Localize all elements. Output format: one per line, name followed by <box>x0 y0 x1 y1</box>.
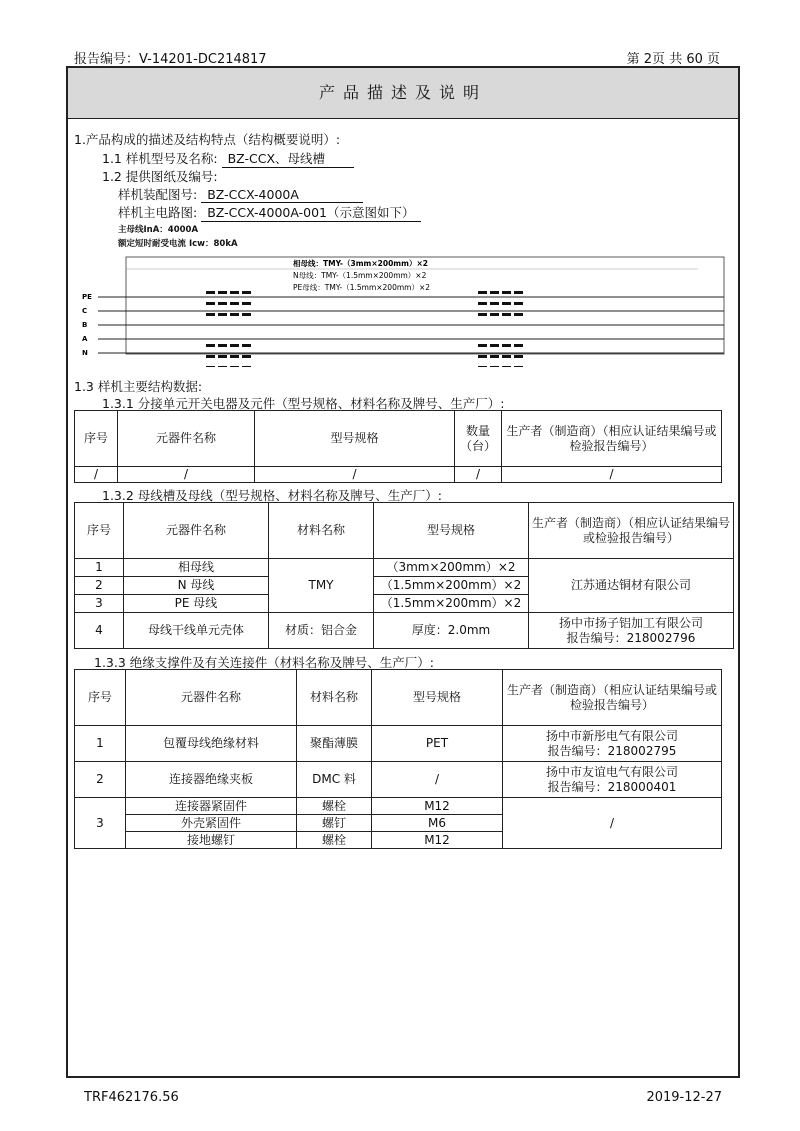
joint-block-1 <box>502 355 511 358</box>
t3-maker-name: 扬中市友谊电气有限公司 <box>545 764 678 779</box>
t3-header-spec: 型号规格 <box>372 670 503 726</box>
joint-block-0 <box>242 355 251 358</box>
t3-header-maker: 生产者（制造商）（相应认证结果编号或检验报告编号） <box>503 670 722 726</box>
joint-block-0 <box>230 302 239 305</box>
joint-block-0 <box>218 313 227 316</box>
t3-name: 包覆母线绝缘材料 <box>126 726 297 762</box>
model-label: 1.1 样机型号及名称: <box>102 151 218 166</box>
switchgear-table <box>74 410 722 483</box>
joint-block-1 <box>490 344 499 347</box>
joint-block-0 <box>218 366 227 367</box>
t1-cell: / <box>455 467 502 483</box>
t3-header-material: 材料名称 <box>297 670 372 726</box>
t3-material: DMC 料 <box>297 762 372 798</box>
section1-heading: 1.产品构成的描述及结构特点（结构概要说明）: <box>74 132 341 147</box>
t3-maker-name: 扬中市新彤电气有限公司 <box>545 728 678 743</box>
joint-block-1 <box>514 366 523 367</box>
busbar-table <box>74 502 734 649</box>
t1-header-name: 元器件名称 <box>118 411 255 467</box>
t2-material: 材质：铝合金 <box>269 613 374 649</box>
t1-header-qty: 数量（台） <box>455 411 502 467</box>
bus-name-n: N <box>82 349 88 357</box>
t1-header-spec: 型号规格 <box>255 411 455 467</box>
table2-heading: 1.3.2 母线槽及母线（型号规格、材料名称及牌号、生产厂）: <box>102 488 442 503</box>
t3-header-no: 序号 <box>75 670 126 726</box>
t2-header-no: 序号 <box>75 503 124 559</box>
busbar-diagram <box>78 255 728 367</box>
t3-no: 3 <box>75 798 126 849</box>
joint-block-1 <box>490 302 499 305</box>
t3-spec: M12 <box>372 832 503 849</box>
joint-block-1 <box>478 291 487 294</box>
t2-name: N 母线 <box>124 577 269 595</box>
assembly-line <box>118 185 363 203</box>
t3-spec: PET <box>372 726 503 762</box>
table1-heading: 1.3.1 分接单元开关电器及元件（型号规格、材料名称及牌号、生产厂）: <box>102 396 505 411</box>
joint-block-1 <box>478 344 487 347</box>
joint-block-1 <box>490 355 499 358</box>
t3-material: 聚酯薄膜 <box>297 726 372 762</box>
note-withstand-current: 额定短时耐受电流 Icw：80kA <box>118 239 238 249</box>
footer-form-number: TRF462176.56 <box>84 1090 179 1105</box>
drawings-label: 1.2 提供图纸及编号: <box>102 169 218 184</box>
joint-blocks <box>206 291 523 367</box>
label-phase-bus: 相母线：TMY-（3mm×200mm）×2 <box>293 259 428 268</box>
bus-name-b: B <box>82 321 88 329</box>
t3-maker <box>503 762 722 798</box>
joint-block-1 <box>514 344 523 347</box>
t3-material: 螺栓 <box>297 832 372 849</box>
bus-names <box>82 293 92 357</box>
joint-block-0 <box>218 355 227 358</box>
t2-spec: 厚度：2.0mm <box>374 613 529 649</box>
insulation-table <box>74 669 722 849</box>
joint-block-1 <box>502 366 511 367</box>
joint-block-0 <box>218 344 227 347</box>
t2-maker <box>529 613 734 649</box>
t3-maker: / <box>503 798 722 849</box>
t3-name: 外壳紧固件 <box>126 815 297 832</box>
t3-maker <box>503 726 722 762</box>
section13-heading: 1.3 样机主要结构数据: <box>74 379 203 394</box>
joint-block-1 <box>514 302 523 305</box>
t3-name: 接地螺钉 <box>126 832 297 849</box>
joint-block-1 <box>502 313 511 316</box>
joint-block-1 <box>502 344 511 347</box>
assembly-value: BZ-CCX-4000A <box>201 187 363 203</box>
t2-no: 2 <box>75 577 124 595</box>
bus-name-c: C <box>82 307 88 315</box>
t2-name: 相母线 <box>124 559 269 577</box>
joint-block-1 <box>490 291 499 294</box>
joint-block-0 <box>230 291 239 294</box>
t2-maker-report: 报告编号：218002796 <box>566 630 696 645</box>
t2-no: 4 <box>75 613 124 649</box>
t2-maker: 江苏通达铜材有限公司 <box>529 559 734 613</box>
t3-spec: M6 <box>372 815 503 832</box>
t3-no: 1 <box>75 726 126 762</box>
label-pe-bus: PE母线：TMY-（1.5mm×200mm）×2 <box>293 283 431 292</box>
t3-name: 连接器绝缘夹板 <box>126 762 297 798</box>
t2-spec: （3mm×200mm）×2 <box>374 559 529 577</box>
footer-date: 2019-12-27 <box>646 1090 722 1105</box>
t1-header-no: 序号 <box>75 411 118 467</box>
joint-block-0 <box>242 344 251 347</box>
joint-block-0 <box>230 344 239 347</box>
joint-block-0 <box>206 366 215 367</box>
joint-block-0 <box>218 302 227 305</box>
joint-block-1 <box>514 291 523 294</box>
report-number: 报告编号：V-14201-DC214817 <box>74 52 267 67</box>
t2-spec: （1.5mm×200mm）×2 <box>374 577 529 595</box>
t2-header-material: 材料名称 <box>269 503 374 559</box>
t2-spec: （1.5mm×200mm）×2 <box>374 595 529 613</box>
joint-block-0 <box>206 291 215 294</box>
t2-name: 母线干线单元壳体 <box>124 613 269 649</box>
model-value: BZ-CCX、母线槽 <box>222 149 354 168</box>
joint-block-0 <box>206 355 215 358</box>
t3-name: 连接器紧固件 <box>126 798 297 815</box>
t1-cell: / <box>255 467 455 483</box>
joint-block-1 <box>502 291 511 294</box>
t3-material: 螺钉 <box>297 815 372 832</box>
bus-name-a: A <box>82 335 88 343</box>
joint-block-1 <box>490 313 499 316</box>
circuit-line <box>118 203 421 222</box>
t1-cell: / <box>502 467 722 483</box>
joint-block-1 <box>478 302 487 305</box>
page-title: 产品描述及说明 <box>68 68 738 119</box>
joint-block-0 <box>242 302 251 305</box>
joint-block-1 <box>514 355 523 358</box>
circuit-value: BZ-CCX-4000A-001（示意图如下） <box>201 203 420 222</box>
joint-block-1 <box>478 313 487 316</box>
joint-block-0 <box>218 291 227 294</box>
t1-cell: / <box>75 467 118 483</box>
t3-maker-report: 报告编号：218000401 <box>547 779 677 794</box>
t2-no: 1 <box>75 559 124 577</box>
t1-cell: / <box>118 467 255 483</box>
model-line <box>102 149 354 168</box>
joint-block-0 <box>230 313 239 316</box>
joint-block-0 <box>206 302 215 305</box>
joint-block-0 <box>230 355 239 358</box>
joint-block-0 <box>206 313 215 316</box>
joint-block-0 <box>242 291 251 294</box>
t3-material: 螺栓 <box>297 798 372 815</box>
joint-block-0 <box>206 344 215 347</box>
circuit-label: 样机主电路图: <box>118 205 198 220</box>
t2-no: 3 <box>75 595 124 613</box>
label-n-bus: N母线：TMY-（1.5mm×200mm）×2 <box>293 271 427 280</box>
joint-block-1 <box>502 302 511 305</box>
t2-material: TMY <box>269 559 374 613</box>
assembly-label: 样机装配图号: <box>118 187 198 202</box>
t2-header-spec: 型号规格 <box>374 503 529 559</box>
t2-maker-name: 扬中市扬子铝加工有限公司 <box>558 615 703 630</box>
joint-block-1 <box>514 313 523 316</box>
joint-block-0 <box>230 366 239 367</box>
note-rated-current: 主母线InA：4000A <box>118 225 199 235</box>
t3-header-name: 元器件名称 <box>126 670 297 726</box>
joint-block-1 <box>478 366 487 367</box>
t1-header-maker: 生产者（制造商）（相应认证结果编号或检验报告编号） <box>502 411 722 467</box>
t3-no: 2 <box>75 762 126 798</box>
table3-heading: 1.3.3 绝缘支撑件及有关连接件（材料名称及牌号、生产厂）: <box>94 655 434 670</box>
bus-lines <box>98 297 724 353</box>
t2-name: PE 母线 <box>124 595 269 613</box>
bus-name-pe: PE <box>82 293 92 301</box>
t3-spec: M12 <box>372 798 503 815</box>
t2-header-maker: 生产者（制造商）（相应认证结果编号或检验报告编号） <box>529 503 734 559</box>
page-number: 第 2页 共 60 页 <box>626 52 720 67</box>
joint-block-0 <box>242 366 251 367</box>
joint-block-1 <box>478 355 487 358</box>
t2-header-name: 元器件名称 <box>124 503 269 559</box>
t3-spec: / <box>372 762 503 798</box>
joint-block-1 <box>490 366 499 367</box>
t3-maker-report: 报告编号：218002795 <box>547 743 677 758</box>
joint-block-0 <box>242 313 251 316</box>
